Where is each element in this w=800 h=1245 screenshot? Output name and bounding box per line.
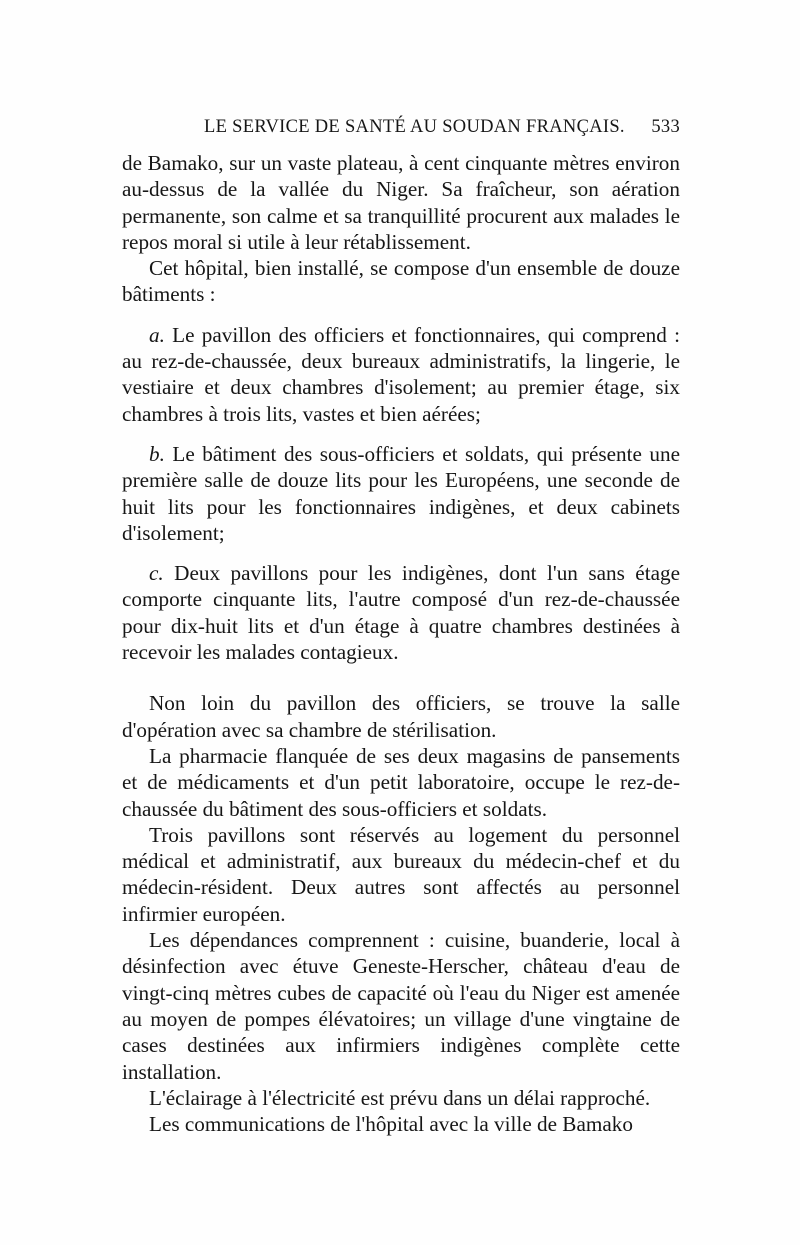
page-number: 533 — [651, 117, 680, 137]
paragraph-staff-pavilions: Trois pavillons sont réservés au logement du personnel médical et administratif, aux bureaux du médecin-chef et du médecin-résident. Deux autres sont affectés au personnel infirmier européen. — [122, 822, 680, 926]
list-item-b — [122, 441, 680, 546]
list-item-a — [122, 322, 680, 427]
list-item-c-text: Deux pavillons pour les indigènes, dont l'un sans étage comporte cinquante lits, l'autre composé d'un rez-de-chaussée pour dix-huit lits et d'un étage à quatre chambres destinées à recevoir les malades contagieux. — [122, 561, 680, 665]
paragraph-pharmacy: La pharmacie flanquée de ses deux magasins de pansements et de médicaments et d'un petit laboratoire, occupe le rez-de-chaussée du bâtiment des sous-officiers et soldats. — [122, 743, 680, 821]
paragraph-operating-room: Non loin du pavillon des officiers, se trouve la salle d'opération avec sa chambre de stérilisation. — [122, 691, 680, 742]
paragraph-communications: Les communications de l'hôpital avec la ville de Bamako — [149, 1112, 633, 1137]
paragraph-continuation: de Bamako, sur un vaste plateau, à cent cinquante mètres environ au-dessus de la vallée du Niger. Sa fraîcheur, son aération permanente, son calme et sa tranquillité procurent aux malades le repos moral si utile à leur rétablissement. — [122, 151, 680, 254]
list-item-a-letter: a. — [149, 322, 165, 347]
list-item-c-letter: c. — [149, 561, 164, 586]
list-item-c — [122, 560, 680, 665]
paragraph-electricity: L'éclairage à l'électricité est prévu dans un délai rapproché. — [149, 1085, 651, 1110]
running-header — [122, 117, 680, 143]
list-item-b-letter: b. — [149, 441, 165, 466]
paragraph-building-count: Cet hôpital, bien installé, se compose d'un ensemble de douze bâtiments : — [122, 256, 680, 307]
body-text — [122, 150, 680, 1137]
list-item-b-text: Le bâtiment des sous-officiers et soldats, qui présente une première salle de douze lits pour les Européens, une seconde de huit lits pour les fonctionnaires indigènes, et deux cabinets d'isolement; — [122, 441, 680, 545]
list-item-a-text: Le pavillon des officiers et fonctionnaires, qui comprend : au rez-de-chaussée, deux bureaux administratifs, la lingerie, le vestiaire et deux chambres d'isolement; au premier étage, six chambres à trois lits, vastes et bien aérées; — [122, 322, 680, 426]
paragraph-outbuildings: Les dépendances comprennent : cuisine, buanderie, local à désinfection avec étuve Geneste-Herscher, château d'eau de vingt-cinq mètres cubes de capacité où l'eau du Niger est amenée au moyen de pompes élévatoires; un village d'une vingtaine de cases destinées aux infirmiers indigènes complète cette installation. — [122, 928, 680, 1084]
running-title: LE SERVICE DE SANTÉ AU SOUDAN FRANÇAIS. — [204, 117, 625, 137]
